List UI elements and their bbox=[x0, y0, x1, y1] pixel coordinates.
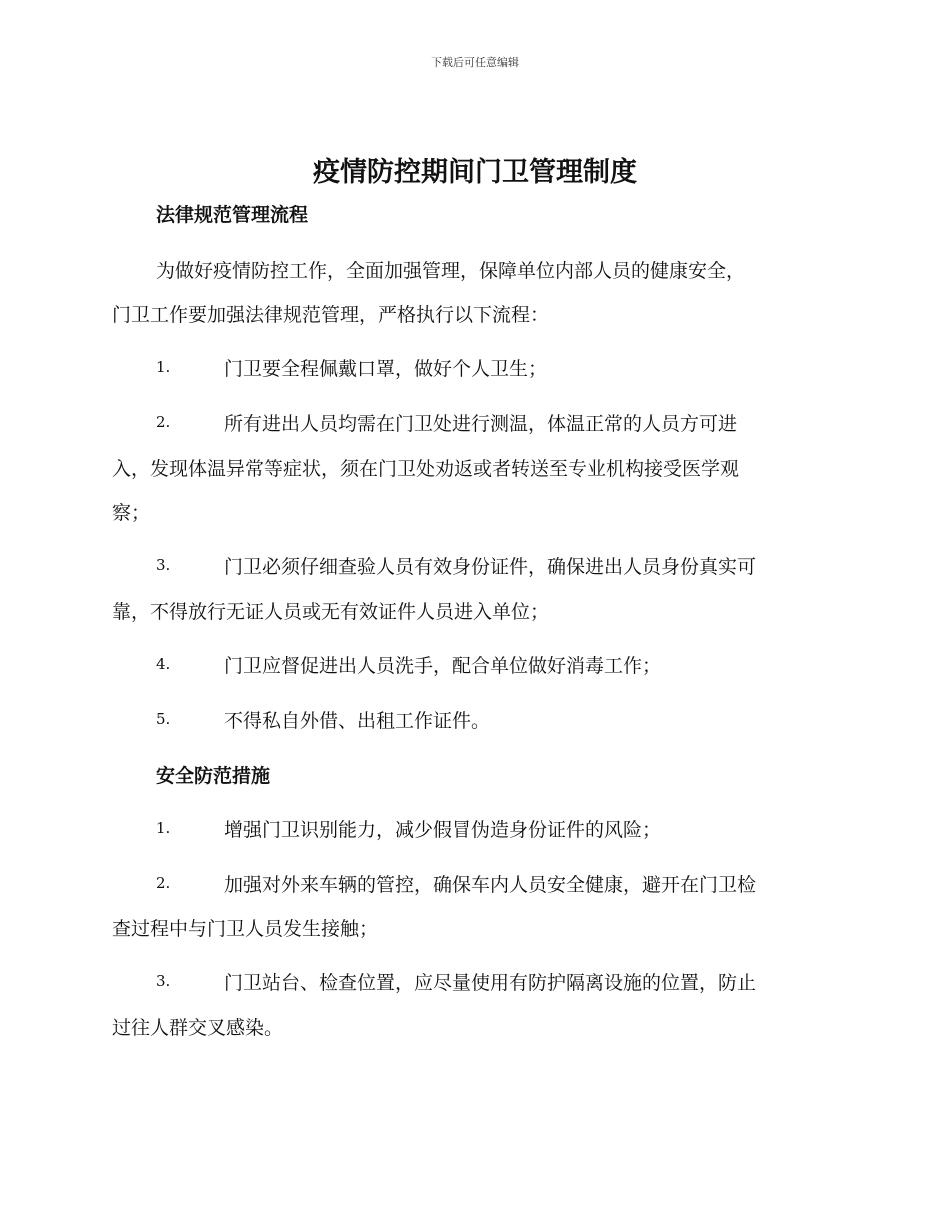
list-item-text: 不得私自外借、出租工作证件。 bbox=[224, 710, 491, 732]
list-item-number: 3. bbox=[156, 972, 171, 990]
list-item-continuation: 过往人群交叉感染。 bbox=[112, 1017, 284, 1039]
document-title: 疫情防控期间门卫管理制度 bbox=[313, 157, 637, 188]
list-item-text: 门卫必须仔细查验人员有效身份证件，确保进出人员身份真实可 bbox=[224, 556, 757, 578]
list-item-number: 1. bbox=[156, 819, 171, 837]
list-item-number: 1. bbox=[156, 358, 171, 376]
list-item-continuation: 靠，不得放行无证人员或无有效证件人员进入单位； bbox=[112, 601, 550, 623]
list-item-number: 4. bbox=[156, 655, 171, 673]
list-item-number: 2. bbox=[156, 413, 171, 431]
list-item-text: 门卫要全程佩戴口罩，做好个人卫生； bbox=[224, 358, 548, 380]
section-heading-legal-process: 法律规范管理流程 bbox=[156, 204, 309, 226]
list-item-number: 3. bbox=[156, 556, 171, 574]
list-item-text: 门卫应督促进出人员洗手，配合单位做好消毒工作； bbox=[224, 655, 662, 677]
list-item-continuation: 入，发现体温异常等症状，须在门卫处劝返或者转送至专业机构接受医学观 bbox=[112, 458, 740, 480]
list-item-text: 门卫站台、检查位置，应尽量使用有防护隔离设施的位置，防止 bbox=[224, 972, 757, 994]
list-item-number: 5. bbox=[156, 710, 171, 728]
list-item-number: 2. bbox=[156, 874, 171, 892]
intro-line-1: 为做好疫情防控工作，全面加强管理，保障单位内部人员的健康安全， bbox=[156, 260, 746, 282]
list-item-text: 增强门卫识别能力，减少假冒伪造身份证件的风险； bbox=[224, 819, 662, 841]
list-item-text: 加强对外来车辆的管控，确保车内人员安全健康，避开在门卫检 bbox=[224, 874, 757, 896]
header-note: 下载后可任意编辑 bbox=[431, 56, 519, 69]
list-item-continuation: 查过程中与门卫人员发生接触； bbox=[112, 918, 379, 940]
section-heading-security-measures: 安全防范措施 bbox=[156, 765, 271, 787]
list-item-text: 所有进出人员均需在门卫处进行测温，体温正常的人员方可进 bbox=[224, 413, 738, 435]
list-item-continuation: 察； bbox=[112, 502, 151, 524]
intro-line-2: 门卫工作要加强法律规范管理，严格执行以下流程： bbox=[112, 304, 550, 326]
